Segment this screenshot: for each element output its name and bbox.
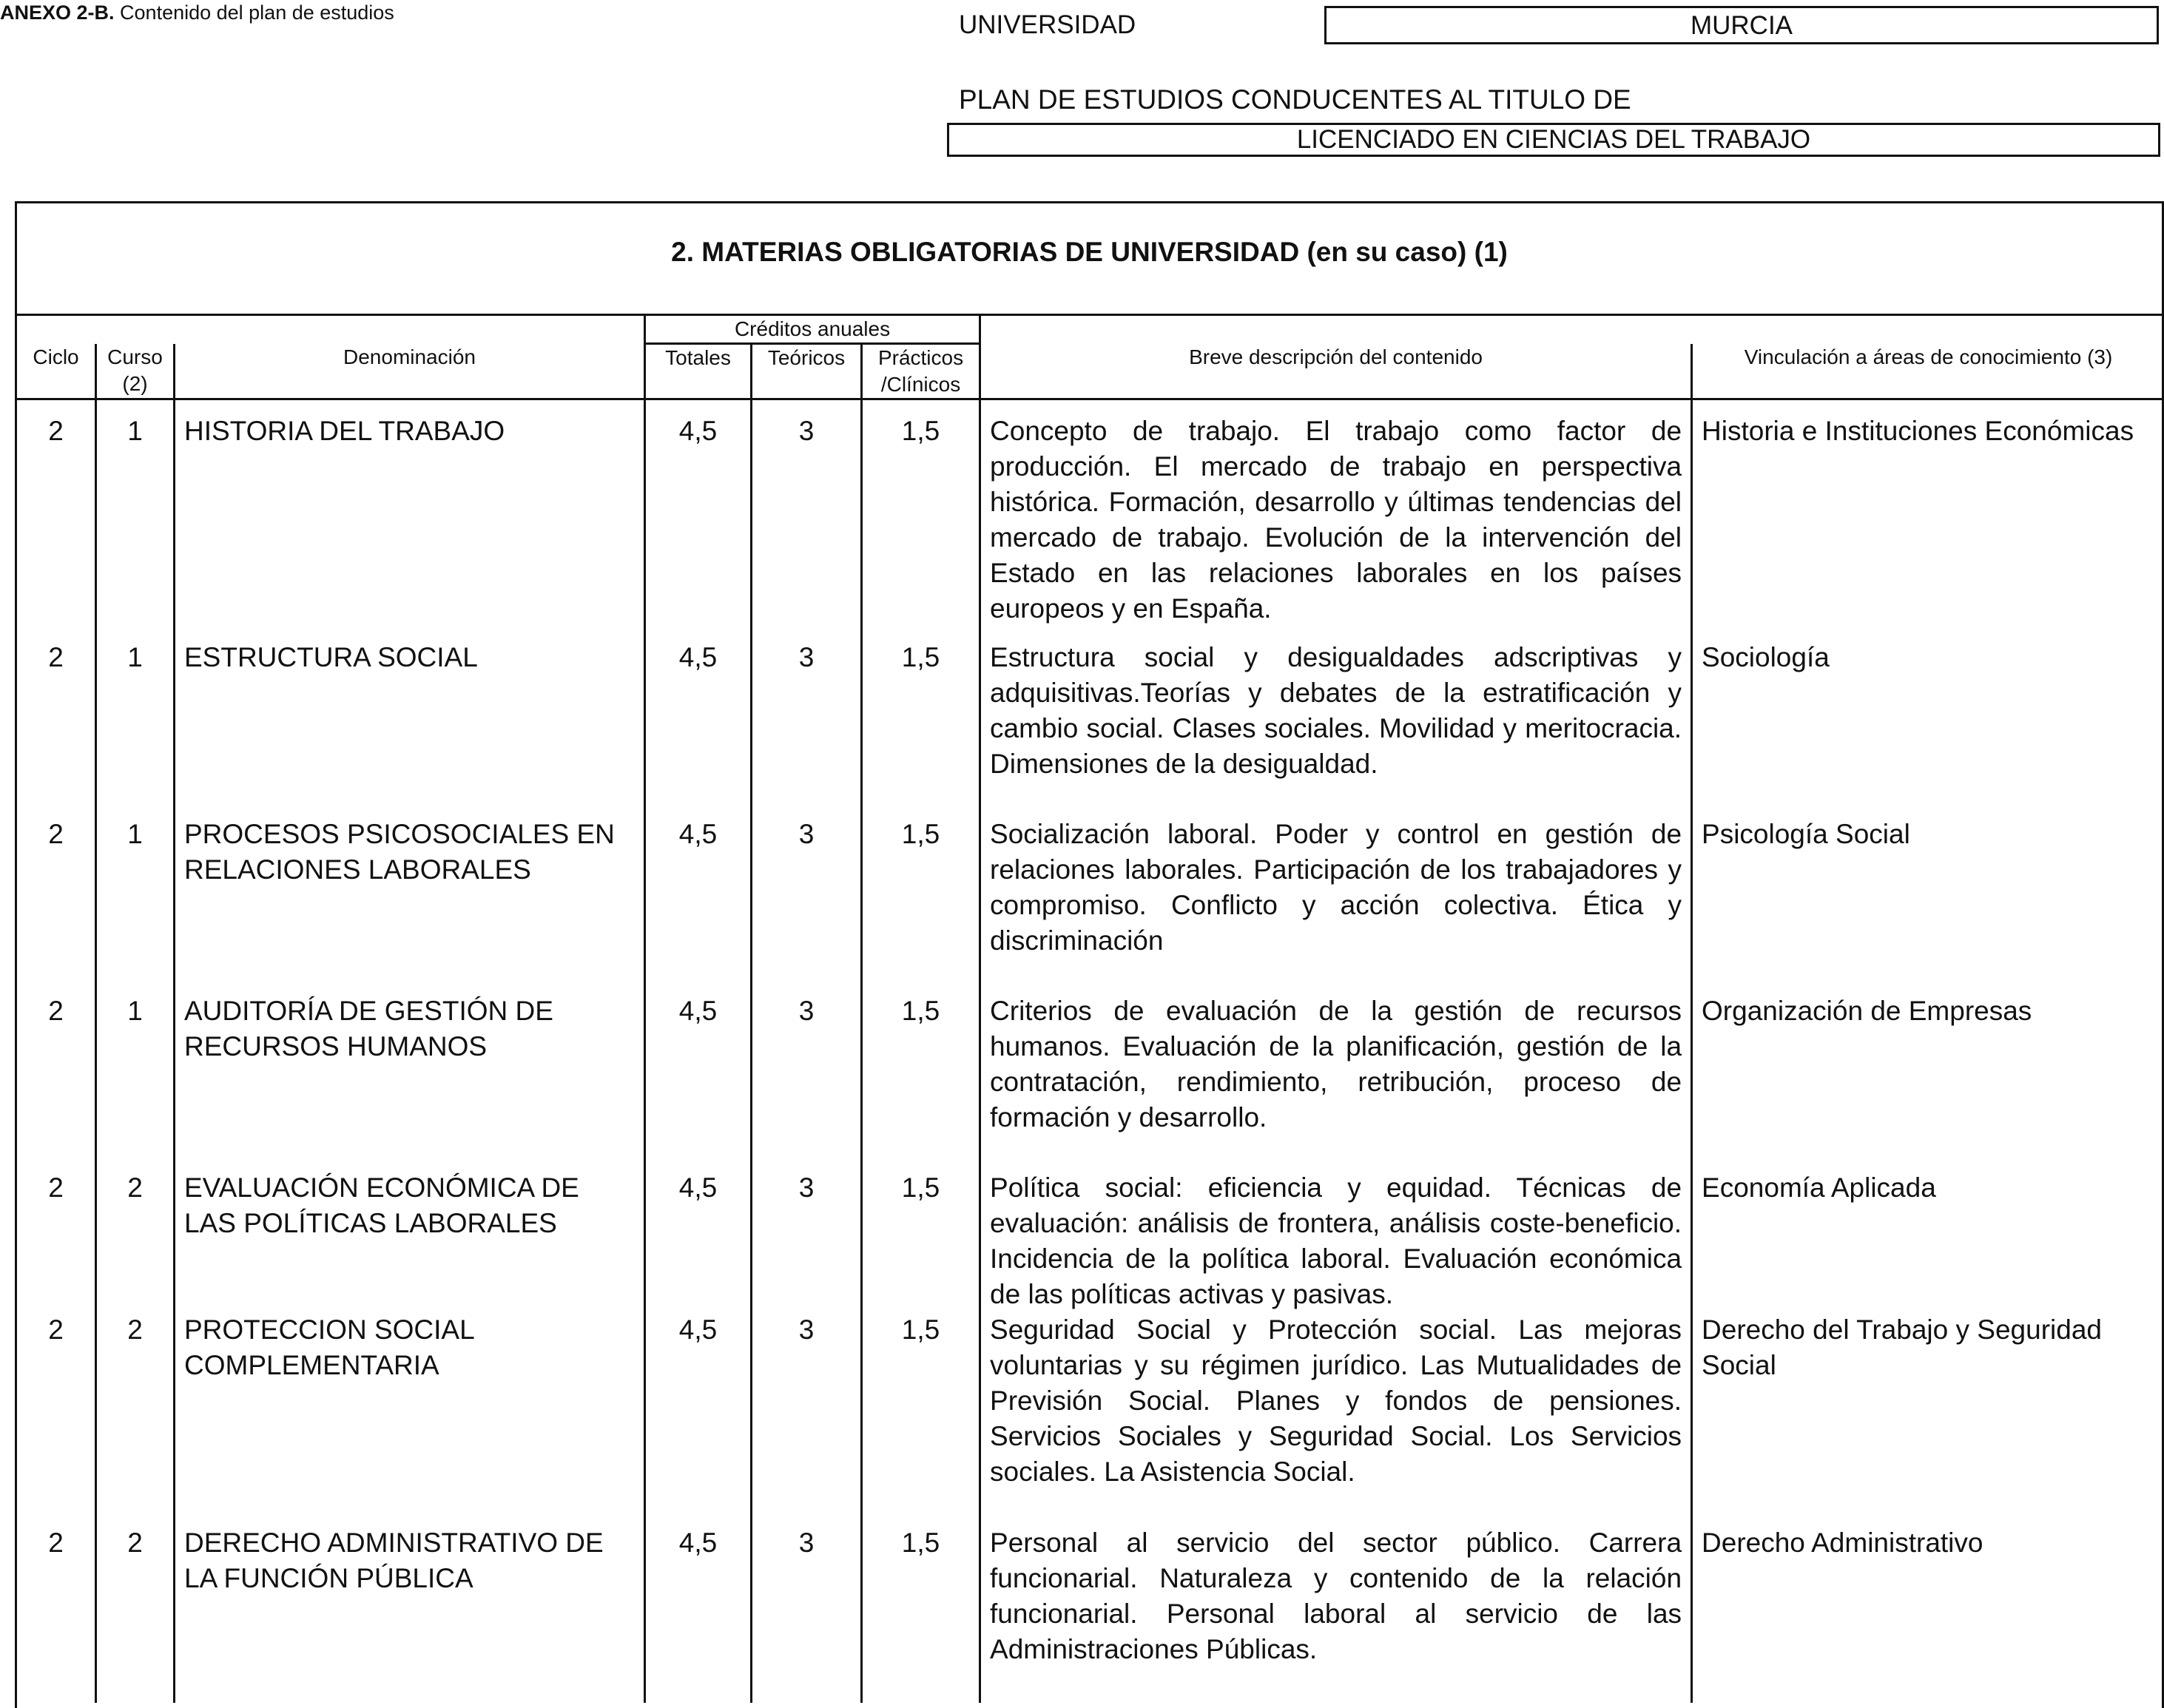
- section-title: 2. MATERIAS OBLIGATORIAS DE UNIVERSIDAD (en su caso) (1): [671, 237, 1508, 267]
- cell-curso: 2: [96, 1312, 175, 1525]
- cell-area: Derecho del Trabajo y Seguridad Social: [1692, 1312, 2164, 1525]
- cell-curso: 1: [96, 803, 175, 980]
- col-denominacion: Denominación: [175, 344, 645, 399]
- cell-totales: 4,5: [645, 980, 752, 1157]
- cell-curso: 2: [96, 1157, 175, 1312]
- col-descripcion: Breve descripción del contenido: [980, 344, 1692, 399]
- university-value: MURCIA: [1324, 6, 2159, 44]
- cell-practicos: 1,5: [862, 627, 980, 803]
- table-row: [16, 980, 2164, 1157]
- cell-teoricos: 3: [752, 1525, 862, 1703]
- degree-value: LICENCIADO EN CIENCIAS DEL TRABAJO: [947, 123, 2160, 157]
- cell-totales: 4,5: [645, 1312, 752, 1525]
- cell-denominacion: EVALUACIÓN ECONÓMICA DE LAS POLÍTICAS LABORALES: [175, 1157, 645, 1312]
- col-totales: Totales: [645, 344, 752, 399]
- cell-area: Psicología Social: [1692, 803, 2164, 980]
- table-row: [16, 627, 2164, 803]
- cell-ciclo: 2: [16, 627, 96, 803]
- table-row: [16, 1525, 2164, 1703]
- header-row-credits: [16, 315, 2164, 344]
- cell-denominacion: HISTORIA DEL TRABAJO: [175, 399, 645, 627]
- cell-ciclo: 2: [16, 1312, 96, 1525]
- cell-teoricos: 3: [752, 627, 862, 803]
- col-ciclo: Ciclo: [16, 344, 96, 399]
- cell-practicos: 1,5: [862, 1525, 980, 1703]
- col-practicos: [862, 344, 980, 399]
- col-curso-note: (2): [122, 371, 148, 395]
- cell-descripcion: Personal al servicio del sector público. Carrera funcionarial. Naturaleza y contenido de la relación funcionarial. Personal laboral al servicio de las Administraciones Públicas.: [980, 1525, 1692, 1703]
- cell-descripcion: Concepto de trabajo. El trabajo como factor de producción. El mercado de trabajo en perspectiva histórica. Formación, desarrollo y últimas tendencias del mercado de trabajo. Evolución de la intervención del Estado en las relaciones laborales en los países europeos y en España.: [980, 399, 1692, 627]
- cell-curso: 1: [96, 980, 175, 1157]
- cell-ciclo: 2: [16, 1525, 96, 1703]
- cell-practicos: 1,5: [862, 803, 980, 980]
- table-row: [16, 1312, 2164, 1525]
- cell-totales: 4,5: [645, 627, 752, 803]
- col-curso: [96, 344, 175, 399]
- cell-curso: 1: [96, 627, 175, 803]
- annex-subtitle: Contenido del plan de estudios: [114, 1, 394, 24]
- credits-group-header: Créditos anuales: [645, 315, 980, 344]
- table-row: [16, 399, 2164, 627]
- col-teoricos: Teóricos: [752, 344, 862, 399]
- col-curso-label: Curso: [107, 345, 163, 368]
- cell-teoricos: 3: [752, 1312, 862, 1525]
- cell-area: Derecho Administrativo: [1692, 1525, 2164, 1703]
- cell-ciclo: 2: [16, 980, 96, 1157]
- cell-area: Economía Aplicada: [1692, 1157, 2164, 1312]
- cell-denominacion: ESTRUCTURA SOCIAL: [175, 627, 645, 803]
- col-vinculacion: Vinculación a áreas de conocimiento (3): [1692, 344, 2164, 399]
- cell-ciclo: 2: [16, 803, 96, 980]
- cell-teoricos: 3: [752, 399, 862, 627]
- col-practicos-label-2: /Clínicos: [880, 373, 961, 396]
- cell-descripcion: Seguridad Social y Protección social. Las mejoras voluntarias y su régimen jurídico. Las Mutualidades de Previsión Social. Planes y fondos de pensiones. Servicios Sociales y Seguridad Social. Los Servicios sociales. La Asistencia Social.: [980, 1312, 1692, 1525]
- cell-ciclo: 2: [16, 399, 96, 627]
- subjects-table: [15, 314, 2164, 1703]
- cell-area: Sociología: [1692, 627, 2164, 803]
- annex-heading: [0, 1, 394, 24]
- cell-denominacion: AUDITORÍA DE GESTIÓN DE RECURSOS HUMANOS: [175, 980, 645, 1157]
- cell-curso: 1: [96, 399, 175, 627]
- cell-practicos: 1,5: [862, 1157, 980, 1312]
- header-spacer-left: [16, 315, 645, 344]
- cell-totales: 4,5: [645, 803, 752, 980]
- cell-practicos: 1,5: [862, 1312, 980, 1525]
- header-spacer-right: [980, 315, 2164, 344]
- cell-teoricos: 3: [752, 1157, 862, 1312]
- header-row-columns: [16, 344, 2164, 399]
- cell-curso: 2: [96, 1525, 175, 1703]
- cell-descripcion: Política social: eficiencia y equidad. Técnicas de evaluación: análisis de frontera, análisis coste-beneficio. Incidencia de la política laboral. Evaluación económica de las políticas activas y pasivas.: [980, 1157, 1692, 1312]
- cell-totales: 4,5: [645, 399, 752, 627]
- table-row: [16, 1157, 2164, 1312]
- cell-descripcion: Socialización laboral. Poder y control en gestión de relaciones laborales. Participación de los trabajadores y compromiso. Conflicto y acción colectiva. Ética y discriminación: [980, 803, 1692, 980]
- cell-totales: 4,5: [645, 1157, 752, 1312]
- col-practicos-label: Prácticos: [877, 346, 964, 369]
- cell-area: Historia e Instituciones Económicas: [1692, 399, 2164, 627]
- plan-label: PLAN DE ESTUDIOS CONDUCENTES AL TITULO DE: [959, 84, 1631, 115]
- cell-denominacion: PROTECCION SOCIAL COMPLEMENTARIA: [175, 1312, 645, 1525]
- cell-descripcion: Criterios de evaluación de la gestión de recursos humanos. Evaluación de la planificación, gestión de la contratación, rendimiento, retribución, proceso de formación y desarrollo.: [980, 980, 1692, 1157]
- cell-totales: 4,5: [645, 1525, 752, 1703]
- cell-teoricos: 3: [752, 803, 862, 980]
- cell-practicos: 1,5: [862, 980, 980, 1157]
- cell-area: Organización de Empresas: [1692, 980, 2164, 1157]
- cell-practicos: 1,5: [862, 399, 980, 627]
- university-label: UNIVERSIDAD: [959, 10, 1136, 39]
- cell-denominacion: DERECHO ADMINISTRATIVO DE LA FUNCIÓN PÚBLICA: [175, 1525, 645, 1703]
- cell-teoricos: 3: [752, 980, 862, 1157]
- cell-denominacion: PROCESOS PSICOSOCIALES EN RELACIONES LABORALES: [175, 803, 645, 980]
- cell-ciclo: 2: [16, 1157, 96, 1312]
- cell-descripcion: Estructura social y desigualdades adscriptivas y adquisitivas.Teorías y debates de la estratificación y cambio social. Clases sociales. Movilidad y meritocracia. Dimensiones de la desigualdad.: [980, 627, 1692, 803]
- annex-label: ANEXO 2-B.: [0, 1, 115, 24]
- table-row: [16, 803, 2164, 980]
